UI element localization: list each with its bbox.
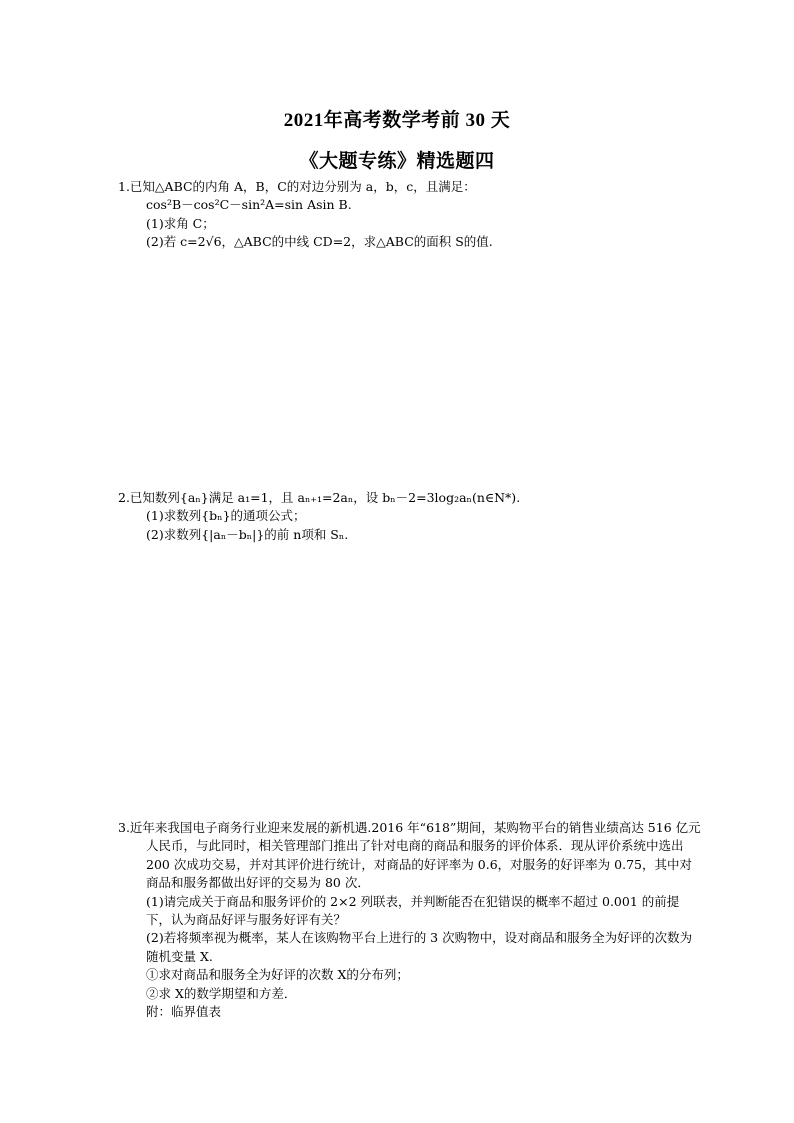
question-3-sub-1: ①求对商品和服务全为好评的次数 X的分布列； <box>146 967 409 983</box>
question-1 <box>118 178 703 252</box>
question-2-part-1: (1)求数列{bₙ}的通项公式； <box>146 508 306 524</box>
question-1-stem: 1.已知△ABC的内角 A，B，C的对边分别为 a，b，c，且满足： <box>118 179 476 194</box>
question-3 <box>118 819 703 1021</box>
page-title: 2021年高考数学考前 30 天 <box>283 110 511 131</box>
question-1-part-2: (2)若 c=2√6，△ABC的中线 CD=2，求△ABC的面积 S的值. <box>146 234 493 250</box>
question-3-part-1: (1)请完成关于商品和服务评价的 2×2 列联表，并判断能否在犯错误的概率不超过 0.001 的前提下，认为商品好评与服务好评有关？ <box>146 893 680 928</box>
question-2-stem: 2.已知数列{aₙ}满足 a₁=1，且 aₙ₊₁=2aₙ，设 bₙ－2=3log₂aₙ(n∈N*). <box>118 490 521 505</box>
question-1-formula: cos²B－cos²C－sin²A=sin Asin B. <box>146 197 352 213</box>
question-3-sub-2: ②求 X的数学期望和方差． <box>146 985 297 1001</box>
question-3-stem: 3.近年来我国电子商务行业迎来发展的新机遇.2016 年“618”期间，某购物平台的销售业绩高达 516 亿元人民币，与此同时，相关管理部门推出了针对电商的商品和服务的评价体系．现从评价系统中选出 200 次成功交易，并对其评价进行统计，对商品的好评率为 0.6，对服务的好评率为 0.75，其中对商品和服务都做出好评的交易为 80 次． <box>118 820 701 891</box>
question-2-part-2: (2)求数列{|aₙ－bₙ|}的前 n项和 Sₙ. <box>146 526 349 542</box>
question-3-part-2: (2)若将频率视为概率，某人在该购物平台上进行的 3 次购物中，设对商品和服务全为好评的次数为随机变量 X. <box>146 930 693 964</box>
question-2 <box>118 489 703 544</box>
question-3-note: 附：临界值表 <box>146 1004 222 1020</box>
question-1-part-1: (1)求角 C； <box>146 215 215 231</box>
page-subtitle: 《大题专练》精选题四 <box>299 151 495 172</box>
